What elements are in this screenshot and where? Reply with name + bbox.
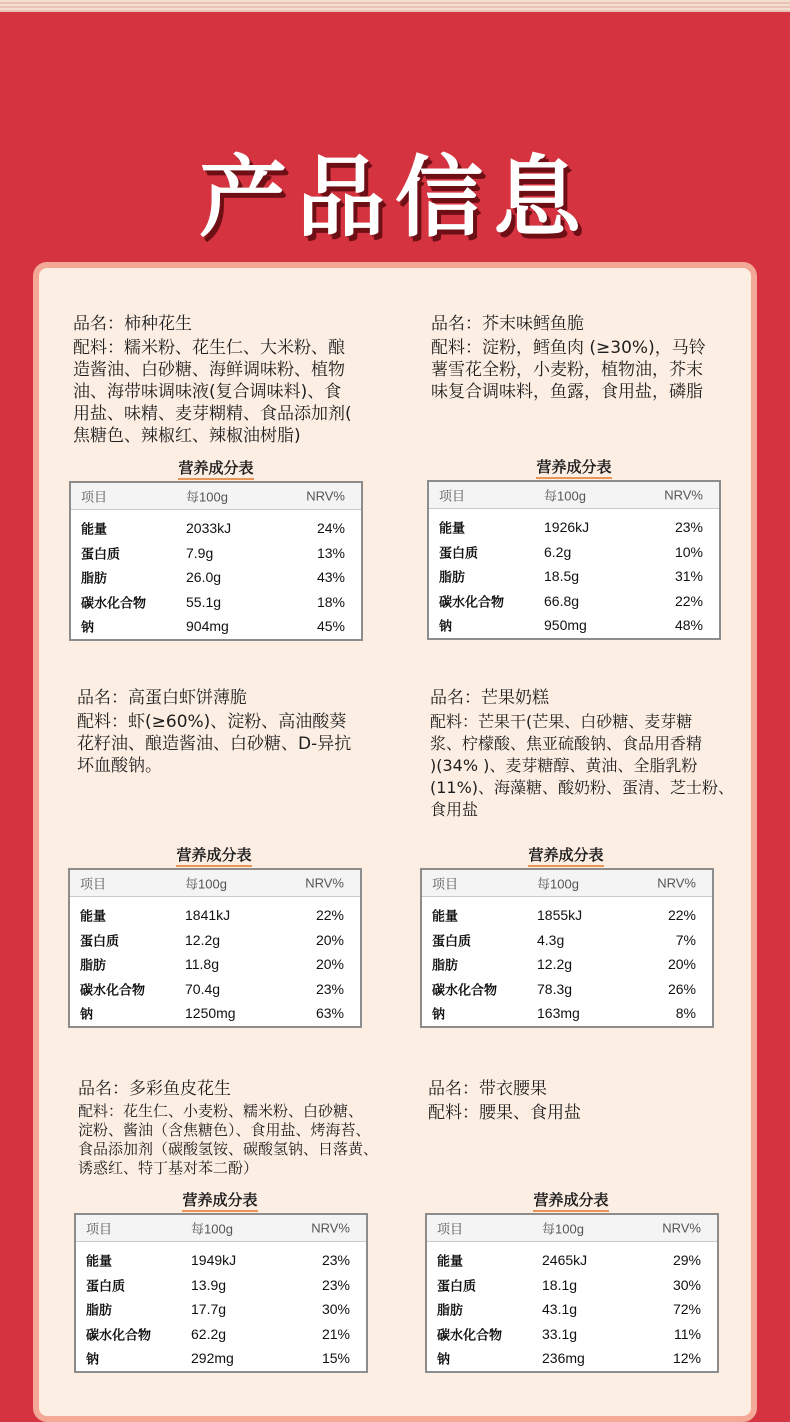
header-nrv: NRV%	[662, 1220, 701, 1236]
ingredients-line: 造酱油、白砂糖、海鲜调味粉、植物	[73, 360, 345, 380]
table-row	[422, 928, 712, 953]
nutrient-nrv: 63%	[315, 1005, 344, 1022]
nutrient-value: 4.3g	[537, 931, 565, 948]
nutrient-nrv: 8%	[675, 1005, 696, 1022]
table-header-row	[422, 870, 712, 897]
nutrition-title	[156, 457, 276, 478]
table-row	[70, 977, 360, 1002]
nutrient-nrv: 45%	[316, 618, 345, 635]
nutrient-name: 能量	[432, 908, 459, 924]
product-6-text	[428, 1078, 581, 1124]
ingredients-line: 浆、柠檬酸、焦亚硫酸钠、食品用香精	[430, 734, 703, 753]
header-per100g: 每100g	[186, 489, 228, 505]
header-item: 项目	[81, 489, 108, 505]
table-row	[422, 903, 712, 928]
header-per100g: 每100g	[542, 1221, 584, 1237]
ingredients-line: 配料：糯米粉、花生仁、大米粉、酿	[73, 338, 345, 358]
nutrient-nrv: 48%	[674, 617, 703, 634]
nutrient-nrv: 20%	[315, 956, 344, 973]
nutrition-table	[68, 868, 362, 1028]
nutrient-value: 1926kJ	[544, 519, 590, 536]
nutrient-nrv: 43%	[316, 569, 345, 586]
table-row	[427, 1322, 717, 1347]
nutrient-value: 292mg	[191, 1350, 234, 1367]
ingredients-line: 坏血酸钠。	[77, 756, 162, 776]
ingredients-line: 花籽油、酿造酱油、白砂糖、D-异抗	[77, 734, 352, 754]
nutrient-value: 18.1g	[542, 1276, 578, 1293]
nutrition-title-text: 营养成分表	[176, 846, 251, 867]
nutrition-table	[69, 481, 363, 641]
header-item: 项目	[437, 1221, 464, 1237]
header-nrv: NRV%	[306, 488, 345, 504]
ingredients-line: 味复合调味料，鱼露，食用盐，磷脂	[431, 382, 703, 402]
nutrient-nrv: 13%	[316, 544, 345, 561]
nutrition-table	[420, 868, 714, 1028]
nutrient-nrv: 30%	[672, 1276, 701, 1293]
nutrient-name: 蛋白质	[80, 933, 120, 949]
nutrition-title-text: 营养成分表	[528, 846, 603, 867]
nutrient-value: 904mg	[186, 618, 229, 635]
top-decorative-strip	[0, 0, 790, 12]
header-per100g: 每100g	[191, 1221, 233, 1237]
nutrient-nrv: 22%	[667, 907, 696, 924]
nutrient-value: 1841kJ	[185, 907, 231, 924]
table-row	[429, 515, 719, 540]
table-row	[427, 1248, 717, 1273]
table-row	[70, 1001, 360, 1026]
nutrition-title-text: 营养成分表	[536, 458, 611, 479]
nutrient-nrv: 7%	[675, 931, 696, 948]
nutrient-value: 1250mg	[185, 1005, 236, 1022]
nutrient-name: 碳水化合物	[80, 982, 146, 998]
nutrient-nrv: 31%	[674, 568, 703, 585]
nutrient-name: 钠	[432, 1006, 446, 1022]
nutrient-nrv: 22%	[315, 907, 344, 924]
ingredients-line: (11%)、海藻糖、酸奶粉、蛋清、芝士粉、	[430, 778, 735, 797]
ingredients-line: 用盐、味精、麦芽糊精、食品添加剂(	[73, 404, 352, 424]
nutrient-name: 能量	[81, 521, 108, 537]
nutrient-name: 蛋白质	[437, 1278, 477, 1294]
nutrient-name: 能量	[437, 1253, 464, 1269]
nutrient-name: 蛋白质	[81, 546, 121, 562]
nutrient-value: 70.4g	[185, 980, 221, 997]
nutrient-nrv: 10%	[674, 543, 703, 560]
nutrient-name: 能量	[86, 1253, 113, 1269]
table-header-row	[427, 1215, 717, 1242]
nutrient-name: 蛋白质	[439, 545, 479, 561]
nutrient-nrv: 21%	[321, 1325, 350, 1342]
table-row	[71, 565, 361, 590]
ingredients-line: 配料：花生仁、小麦粉、糯米粉、白砂糖、	[78, 1102, 364, 1120]
nutrient-value: 12.2g	[537, 956, 573, 973]
product-4-text	[430, 687, 734, 821]
nutrient-name: 蛋白质	[86, 1278, 126, 1294]
table-row	[76, 1273, 366, 1298]
nutrition-title-text: 营养成分表	[178, 459, 253, 480]
header-item: 项目	[86, 1221, 113, 1237]
nutrient-value: 78.3g	[537, 980, 573, 997]
product-name: 品名：芒果奶糕	[430, 688, 549, 708]
nutrient-value: 12.2g	[185, 931, 221, 948]
nutrition-title	[506, 844, 626, 865]
product-5-text	[78, 1078, 378, 1178]
table-row	[422, 952, 712, 977]
product-1-text	[73, 313, 352, 447]
nutrient-value: 1949kJ	[191, 1252, 237, 1269]
table-row	[427, 1346, 717, 1371]
nutrition-title-text: 营养成分表	[533, 1191, 608, 1212]
nutrition-table	[74, 1213, 368, 1373]
nutrient-name: 钠	[437, 1351, 451, 1367]
table-header-row	[76, 1215, 366, 1242]
nutrient-name: 碳水化合物	[437, 1327, 503, 1343]
product-name: 品名：多彩鱼皮花生	[78, 1079, 231, 1099]
nutrition-table	[427, 480, 721, 640]
table-row	[422, 977, 712, 1002]
product-name: 品名：柿种花生	[73, 314, 192, 334]
product-name: 品名：高蛋白虾饼薄脆	[77, 688, 247, 708]
ingredients-line: 薯雪花全粉，小麦粉，植物油，芥末	[431, 360, 703, 380]
nutrient-nrv: 23%	[674, 519, 703, 536]
table-row	[422, 1001, 712, 1026]
nutrient-value: 33.1g	[542, 1325, 578, 1342]
ingredients-line: 油、海带味调味液(复合调味料)、食	[73, 382, 342, 402]
nutrient-nrv: 26%	[667, 980, 696, 997]
product-name: 品名：芥末味鳕鱼脆	[431, 314, 584, 334]
table-row	[429, 564, 719, 589]
table-header-row	[70, 870, 360, 897]
nutrient-value: 18.5g	[544, 568, 580, 585]
nutrition-table	[425, 1213, 719, 1373]
nutrient-value: 13.9g	[191, 1276, 227, 1293]
ingredients-line: )(34% )、麦芽糖醇、黄油、全脂乳粉	[430, 756, 698, 775]
ingredients-line: 配料：虾(≥60%)、淀粉、高油酸葵	[77, 712, 347, 732]
ingredients-line: 配料：腰果、食用盐	[428, 1103, 581, 1123]
ingredients-line: 配料：淀粉，鳕鱼肉 (≥30%)，马铃	[431, 338, 706, 358]
nutrient-value: 1855kJ	[537, 907, 583, 924]
nutrient-value: 7.9g	[186, 544, 214, 561]
nutrient-value: 62.2g	[191, 1325, 227, 1342]
nutrient-name: 脂肪	[439, 569, 466, 585]
product-name: 品名：带衣腰果	[428, 1079, 547, 1099]
nutrient-value: 163mg	[537, 1005, 580, 1022]
nutrition-title	[160, 1189, 280, 1210]
nutrient-nrv: 18%	[316, 593, 345, 610]
header-per100g: 每100g	[544, 488, 586, 504]
header-nrv: NRV%	[664, 487, 703, 503]
header-per100g: 每100g	[537, 876, 579, 892]
header-item: 项目	[80, 876, 107, 892]
nutrient-name: 能量	[439, 520, 466, 536]
product-2-text	[431, 313, 706, 403]
header-per100g: 每100g	[185, 876, 227, 892]
nutrient-name: 碳水化合物	[439, 594, 505, 610]
nutrition-title	[511, 1189, 631, 1210]
nutrient-name: 钠	[86, 1351, 100, 1367]
table-row	[76, 1297, 366, 1322]
table-row	[70, 903, 360, 928]
nutrient-name: 蛋白质	[432, 933, 472, 949]
nutrient-value: 6.2g	[544, 543, 572, 560]
nutrient-value: 66.8g	[544, 592, 580, 609]
table-row	[70, 952, 360, 977]
ingredients-line: 配料：芒果干(芒果、白砂糖、麦芽糖	[430, 712, 693, 731]
nutrient-nrv: 20%	[667, 956, 696, 973]
nutrient-nrv: 20%	[315, 931, 344, 948]
nutrient-value: 17.7g	[191, 1301, 227, 1318]
header-nrv: NRV%	[311, 1220, 350, 1236]
nutrition-title-text: 营养成分表	[182, 1191, 257, 1212]
table-row	[429, 589, 719, 614]
product-3-text	[77, 687, 351, 777]
nutrient-name: 脂肪	[80, 957, 107, 973]
nutrient-name: 钠	[81, 619, 95, 635]
nutrient-nrv: 24%	[316, 520, 345, 537]
nutrient-name: 脂肪	[432, 957, 459, 973]
table-row	[427, 1297, 717, 1322]
nutrient-nrv: 12%	[672, 1350, 701, 1367]
ingredients-line: 焦糖色、辣椒红、辣椒油树脂)	[73, 426, 301, 446]
header-item: 项目	[439, 488, 466, 504]
header-nrv: NRV%	[305, 875, 344, 891]
nutrient-value: 26.0g	[186, 569, 222, 586]
nutrient-nrv: 23%	[321, 1276, 350, 1293]
nutrient-name: 碳水化合物	[81, 595, 147, 611]
nutrient-name: 碳水化合物	[86, 1327, 152, 1343]
table-row	[71, 614, 361, 639]
header-nrv: NRV%	[657, 875, 696, 891]
table-row	[70, 928, 360, 953]
ingredients-line: 淀粉、酱油（含焦糖色）、食用盐、烤海苔、	[78, 1121, 371, 1139]
nutrient-name: 钠	[80, 1006, 94, 1022]
nutrition-title	[154, 844, 274, 865]
nutrient-name: 脂肪	[437, 1302, 464, 1318]
nutrient-value: 236mg	[542, 1350, 585, 1367]
nutrient-nrv: 72%	[672, 1301, 701, 1318]
nutrient-nrv: 29%	[672, 1252, 701, 1269]
nutrient-value: 950mg	[544, 617, 587, 634]
table-row	[71, 516, 361, 541]
ingredients-line: 食用盐	[430, 800, 479, 819]
nutrient-nrv: 15%	[321, 1350, 350, 1367]
nutrition-title	[514, 456, 634, 477]
ingredients-line: 食品添加剂（碳酸氢铵、碳酸氢钠、日落黄、	[78, 1140, 379, 1158]
page-title: 产品信息	[198, 146, 591, 249]
table-row	[76, 1322, 366, 1347]
nutrient-name: 钠	[439, 618, 453, 634]
table-row	[427, 1273, 717, 1298]
table-row	[429, 613, 719, 638]
table-header-row	[71, 483, 361, 510]
nutrient-value: 11.8g	[185, 956, 219, 973]
nutrient-name: 脂肪	[86, 1302, 113, 1318]
table-row	[76, 1248, 366, 1273]
nutrient-nrv: 30%	[321, 1301, 350, 1318]
nutrient-nrv: 22%	[674, 592, 703, 609]
nutrient-value: 2033kJ	[186, 520, 232, 537]
nutrient-value: 2465kJ	[542, 1252, 588, 1269]
nutrient-value: 43.1g	[542, 1301, 578, 1318]
ingredients-line: 诱惑红、特丁基对苯二酚）	[78, 1159, 259, 1177]
table-row	[429, 540, 719, 565]
table-row	[71, 590, 361, 615]
table-row	[76, 1346, 366, 1371]
nutrient-name: 碳水化合物	[432, 982, 498, 998]
nutrient-nrv: 11%	[674, 1325, 701, 1342]
table-header-row	[429, 482, 719, 509]
nutrient-nrv: 23%	[321, 1252, 350, 1269]
header-item: 项目	[432, 876, 459, 892]
nutrient-value: 55.1g	[186, 593, 222, 610]
table-row	[71, 541, 361, 566]
nutrient-name: 能量	[80, 908, 107, 924]
nutrient-nrv: 23%	[315, 980, 344, 997]
nutrient-name: 脂肪	[81, 570, 108, 586]
